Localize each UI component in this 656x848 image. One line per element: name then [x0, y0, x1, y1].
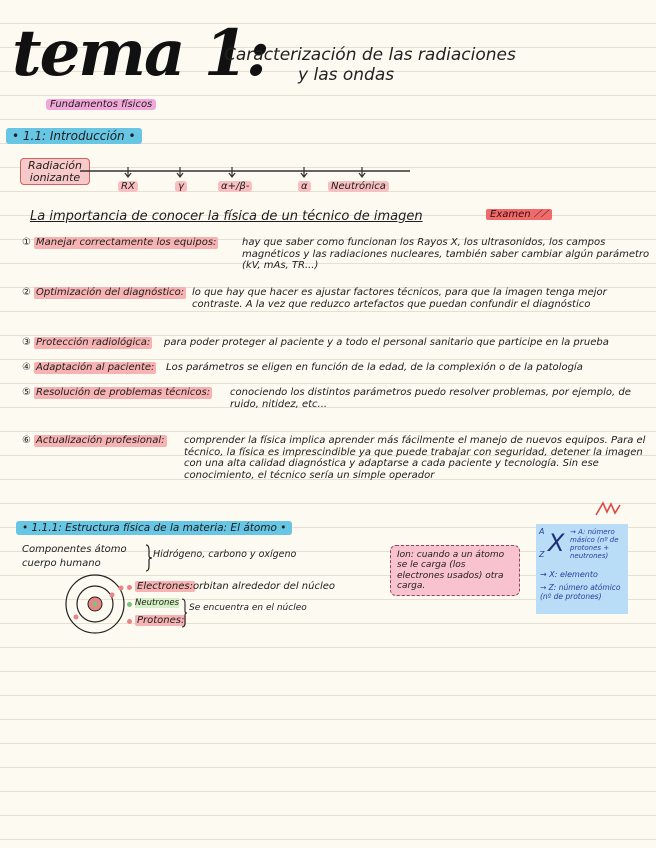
- item-6-number: ⑥: [22, 435, 31, 446]
- item-4-text: Los parámetros se eligen en función de la edad, de la complexión o de la patología: [166, 362, 583, 373]
- exam-mark-scribble: [594, 500, 624, 518]
- item-3-label: Protección radiológica:: [36, 337, 151, 348]
- notation-x-symbol: X: [548, 529, 565, 557]
- importance-heading: La importancia de conocer la física de un técnico de imagen: [30, 209, 423, 224]
- item-1-label: Manejar correctamente los equipos:: [36, 237, 217, 248]
- nucleus-desc: Se encuentra en el núcleo: [189, 603, 307, 613]
- subtitle-line-1: Caracterización de las radiaciones: [224, 45, 516, 65]
- item-1-text: hay que saber como funcionan los Rayos X, los ultrasonidos, los campos magnéticos y las radiaciones nucleares, también saber cambiar algún parámetro (kV, mAs, TR...): [242, 237, 650, 271]
- item-5-number: ⑤: [22, 387, 31, 398]
- notation-atomico: → Z: número atómico (nº de protones): [540, 583, 621, 601]
- notation-masa: → A: número másico (nº de protones + neutrones): [570, 528, 619, 561]
- timeline-item-rx: RX: [118, 181, 138, 192]
- item-5-label: Resolución de problemas técnicos:: [36, 387, 211, 398]
- item-4-label: Adaptación al paciente:: [36, 362, 155, 373]
- section-heading-introduccion: • 1.1: Introducción •: [6, 128, 142, 144]
- atomic-notation-box: [536, 524, 628, 614]
- item-2-text: lo que hay que hacer es ajustar factores técnicos, para que la imagen tenga mejor contraste. A la vez que reduzco artefactos que puedan confundir el diagnóstico: [192, 287, 607, 310]
- timeline-item-gamma: γ: [175, 181, 187, 192]
- proton-dot-icon: [127, 619, 132, 624]
- protones-label: Protones:: [137, 615, 185, 626]
- timeline-item-alpha: α: [298, 181, 311, 192]
- body-elements: Hidrógeno, carbono y oxígeno: [153, 549, 297, 560]
- electron-dot-icon: [127, 585, 132, 590]
- neutrones-label: Neutrones: [135, 598, 180, 608]
- electrones-label: Electrones:: [137, 581, 193, 592]
- item-3-number: ③: [22, 337, 31, 348]
- electrones-desc: orbitan alrededor del núcleo: [193, 581, 336, 592]
- item-2-number: ②: [22, 287, 31, 298]
- timeline-item-alpha-beta: α+/β-: [218, 181, 252, 192]
- section-heading-estructura: • 1.1.1: Estructura física de la materia: El átomo •: [16, 521, 292, 535]
- page-title: tema 1:: [12, 16, 268, 91]
- exam-badge: Examen ⟋⟋: [486, 209, 552, 220]
- item-3-text: para poder proteger al paciente y a todo el personal sanitario que participe en la prueba: [164, 337, 609, 348]
- neutron-dot-icon: [127, 602, 132, 607]
- item-5-text: conociendo los distintos parámetros puedo resolver problemas, por ejemplo, de ruido, nitidez, etc...: [230, 387, 631, 410]
- components-line-1: Componentes átomo: [22, 544, 127, 555]
- item-6-text: comprender la física implica aprender más fácilmente el manejo de nuevos equipos. Para el técnico, la física es imprescindible ya que puede trabajar con seguridad, detener la imagen con una alta calidad diagnóstica y adaptarse a cada paciente y tecnología. Sin ese conocimiento, el técnico sería un simple operador: [184, 435, 646, 481]
- components-line-2: cuerpo humano: [22, 558, 101, 569]
- item-6-label: Actualización profesional:: [36, 435, 165, 446]
- nucleus-brace-icon: [180, 598, 188, 628]
- subtitle-line-2: y las ondas: [298, 65, 395, 85]
- item-2-label: Optimización del diagnóstico:: [36, 287, 185, 298]
- brace-icon: [143, 544, 153, 572]
- notation-z-label: Z: [539, 550, 545, 559]
- item-4-number: ④: [22, 362, 31, 373]
- item-1-number: ①: [22, 237, 31, 248]
- notation-elemento: → X: elemento: [540, 570, 598, 579]
- atom-diagram: [64, 573, 126, 635]
- timeline-item-neutronica: Neutrónica: [328, 181, 389, 192]
- notation-a-label: A: [539, 527, 545, 536]
- radiation-label-box: Radiación ionizante: [20, 158, 90, 185]
- subject-tag: Fundamentos físicos: [46, 99, 156, 110]
- ion-note: Ion: cuando a un átomo se le carga (los electrones usados) otra carga.: [390, 545, 520, 596]
